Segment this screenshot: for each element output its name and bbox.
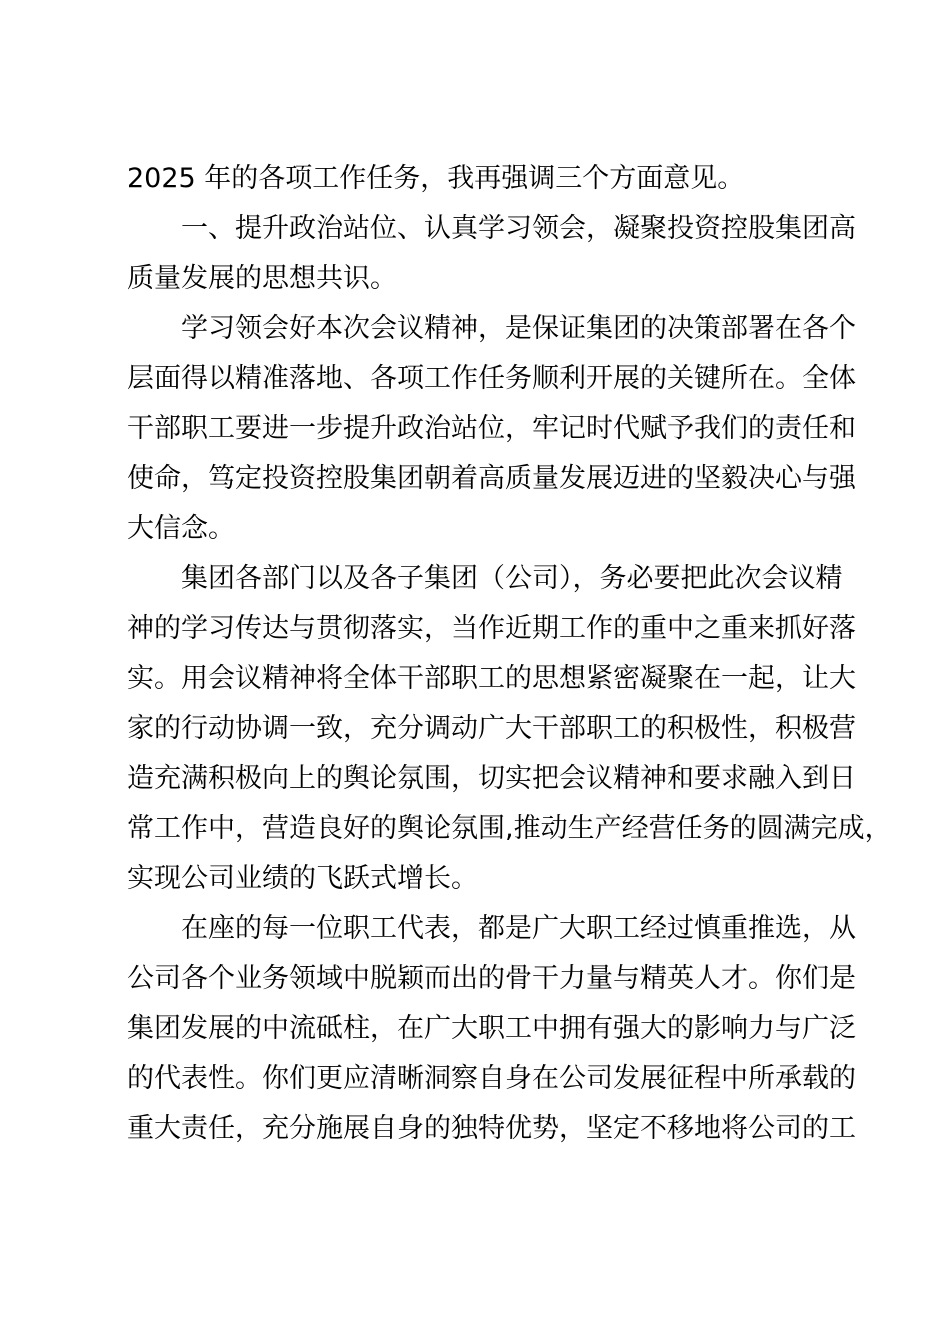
- text-line: 2025 年的各项工作任务，我再强调三个方面意见。: [127, 163, 745, 194]
- text-line: 重大责任，充分施展自身的独特优势，坚定不移地将公司的工: [127, 1113, 856, 1144]
- text-line: 的代表性。你们更应清晰洞察自身在公司发展征程中所承载的: [127, 1063, 856, 1094]
- text-line: 家的行动协调一致，充分调动广大干部职工的积极性，积极营: [127, 713, 856, 744]
- text-line: 一、提升政治站位、认真学习领会，凝聚投资控股集团高: [181, 213, 856, 244]
- text-line: 造充满积极向上的舆论氛围，切实把会议精神和要求融入到日: [127, 763, 856, 794]
- text-line: 学习领会好本次会议精神，是保证集团的决策部署在各个: [181, 313, 856, 344]
- text-line: 集团各部门以及各子集团（公司），务必要把此次会议精: [181, 563, 843, 594]
- document-body: [127, 154, 892, 1154]
- text-line: 干部职工要进一步提升政治站位，牢记时代赋予我们的责任和: [127, 413, 856, 444]
- text-line: 常工作中，营造良好的舆论氛围,推动生产经营任务的圆满完成，: [127, 813, 892, 844]
- text-line: 使命，笃定投资控股集团朝着高质量发展迈进的坚毅决心与强: [127, 463, 856, 494]
- text-line: 实现公司业绩的飞跃式增长。: [127, 863, 478, 894]
- text-line: 集团发展的中流砥柱，在广大职工中拥有强大的影响力与广泛: [127, 1013, 856, 1044]
- text-line: 神的学习传达与贯彻落实，当作近期工作的重中之重来抓好落: [127, 613, 856, 644]
- text-line: 层面得以精准落地、各项工作任务顺利开展的关键所在。全体: [127, 363, 856, 394]
- text-line: 在座的每一位职工代表，都是广大职工经过慎重推选，从: [181, 913, 856, 944]
- text-line: 公司各个业务领域中脱颖而出的骨干力量与精英人才。你们是: [127, 963, 856, 994]
- text-line: 质量发展的思想共识。: [127, 263, 397, 294]
- text-line: 大信念。: [127, 513, 235, 544]
- text-line: 实。用会议精神将全体干部职工的思想紧密凝聚在一起，让大: [127, 663, 856, 694]
